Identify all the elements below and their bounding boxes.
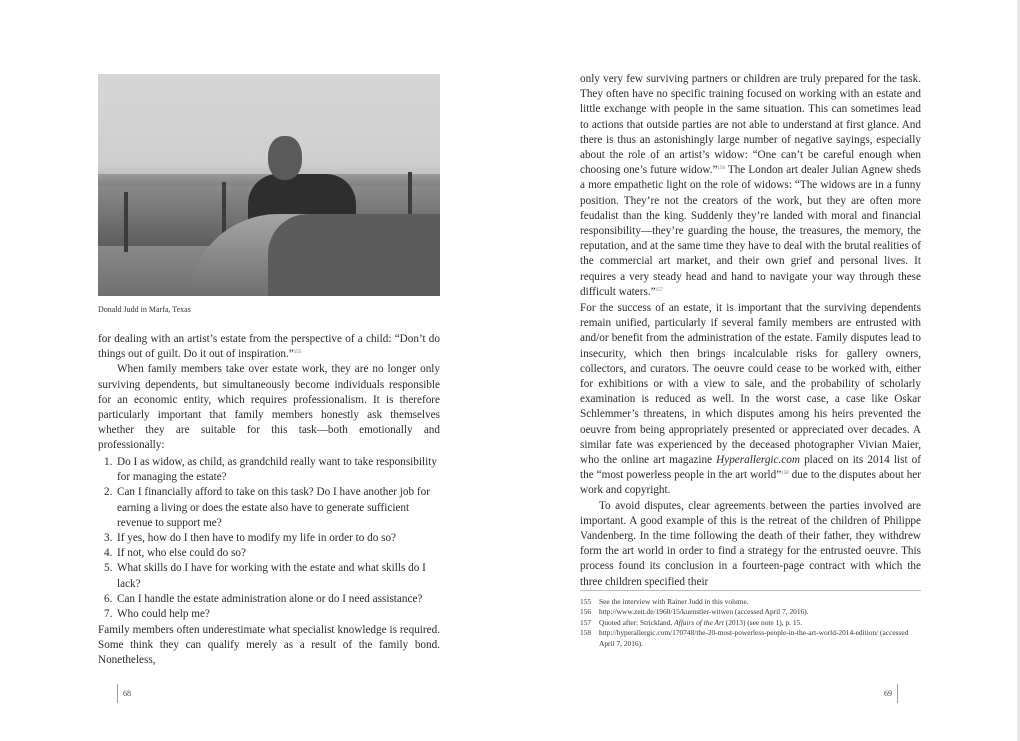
footnote xyxy=(580,607,921,617)
list-text: Can I handle the estate administration alone or do I need assistance? xyxy=(117,592,423,605)
footnote-ref[interactable]: 158 xyxy=(781,471,789,477)
photo-fence-post xyxy=(124,192,128,252)
paragraph-text: only very few surviving partners or children are truly prepared for the task. They often have no specific training focused on working with an estate and little exchange with people in the same situation. This can sometimes lead to actions that outside parties are not able to understand at first glance. And there is thus an astonishingly large number of negative sayings, especially about the role of an artist’s widow: “One can’t be careful enough when choosing one’s future widow.” xyxy=(580,73,921,177)
list-item xyxy=(98,531,440,546)
footnote-number: 158 xyxy=(580,628,592,638)
footnote-ref[interactable]: 155 xyxy=(293,350,302,356)
list-item xyxy=(98,607,440,622)
list-number: 5. xyxy=(104,562,113,575)
footnote-number: 157 xyxy=(580,617,592,627)
magazine-title: Hyperallergic.com xyxy=(716,454,800,467)
footnote-divider xyxy=(580,590,921,591)
body-paragraph xyxy=(98,332,440,362)
footnote-text: Quoted after: Strickland, xyxy=(599,617,675,627)
footnote xyxy=(580,597,921,607)
footnote xyxy=(580,628,921,649)
list-number: 1. xyxy=(104,456,113,468)
list-item xyxy=(98,561,440,591)
paragraph-text: for dealing with an artist’s estate from the perspective of a child: “Don’t do things out of guilt. Do it out of inspiration.” xyxy=(98,333,440,361)
list-number: 6. xyxy=(104,592,113,605)
list-text: Who could help me? xyxy=(117,608,210,621)
footnote-number: 155 xyxy=(580,597,592,606)
list-text: Can I financially afford to take on this task? Do I have another job for earning a living or does the estate also have to generate sufficient revenue to support me? xyxy=(117,486,430,529)
list-number: 2. xyxy=(104,486,113,499)
body-paragraph: When family members take over estate work, they are no longer only surviving dependents, but simultaneously become individuals responsible for an economic entity, which requires professionalism. It is therefore particularly important that family members honestly ask themselves whether they are suitable for this task—both emotionally and professionally: xyxy=(98,363,440,452)
list-text: What skills do I have for working with the estate and what skills do I lack? xyxy=(117,562,426,590)
left-paragraphs xyxy=(98,332,440,454)
list-item xyxy=(98,546,440,561)
photo-caption: Donald Judd in Marfa, Texas xyxy=(98,305,191,314)
paragraph-text: For the success of an estate, it is important that the surviving dependents remain unified, particularly if several family members are entrusted with and/or benefit from the administration of the estate. Family disputes lead to insecurity, which then brings incalculable risks for gallery owners, collectors, and curators. The oeuvre could cease to be worked with, either for exhibitions or with a view to sale, and the probability of scholarly examination is reduced as well. In the worst case, a case like Oskar Schlemmer’s threatens, in which disputes among his heirs prevented the oeuvre from being appropriately presented or appreciated over decades. A similar fate was experienced by the deceased photographer Vivian Maier, who the online art magazine xyxy=(580,302,921,467)
list-text: If yes, how do I then have to modify my life in order to do so? xyxy=(117,532,397,545)
left-closing-paragraph xyxy=(98,623,440,669)
footnote-text: See the interview with Rainer Judd in this volume. xyxy=(599,597,749,606)
footnote-link[interactable]: http://www.zeit.de/1960/15/kuenstler-witwen (accessed April 7, 2016). xyxy=(599,607,809,617)
photo-person-head xyxy=(268,136,302,180)
body-paragraph xyxy=(580,301,921,499)
list-number: 7. xyxy=(104,608,113,621)
list-text: Do I as widow, as child, as grandchild really want to take responsibility for managing the estate? xyxy=(117,456,437,484)
footnote xyxy=(580,618,921,628)
list-item xyxy=(98,592,440,607)
footnote-text: (2013) (see note 1), p. 15. xyxy=(723,617,803,627)
list-number: 3. xyxy=(104,532,113,545)
page-number-left: 68 xyxy=(117,684,131,703)
right-paragraph-1 xyxy=(580,72,921,300)
footnote-ref[interactable]: 156 xyxy=(717,166,725,172)
right-paragraph-2 xyxy=(580,301,921,590)
list-item xyxy=(98,455,440,485)
photo-donald-judd xyxy=(98,74,440,296)
body-paragraph: Family members often underestimate what specialist knowledge is required. Some think they can qualify merely as a result of the family bond. Nonetheless, xyxy=(98,624,440,667)
paragraph-text: The London art dealer Julian Agnew sheds a more empathetic light on the role of widows: “The widows are in a funny position. They’re not the creators of the work, but they are often more feudalist than the king. Suddenly they’re landed with moral and financial responsibility—they’re guarding the house, the treasures, the memory, the reputation, and at the same time they have to deal with the brutal realities of the commercial art market, and their own grief and personal lives. It requires a very steady head and hand to navigate your way through these difficult waters.” xyxy=(580,164,921,298)
questions-list xyxy=(98,455,440,622)
page-number-right: 69 xyxy=(884,684,898,703)
footnote-link[interactable]: http://hyperallergic.com/170748/the-20-most-powerless-people-in-the-art-world-2014-edition/ (accessed April 7, 2016). xyxy=(599,628,909,648)
footnote-ref[interactable]: 157 xyxy=(655,287,664,293)
body-paragraph: To avoid disputes, clear agreements between the parties involved are important. A good example of this is the retreat of the children of Philippe Vandenberg. In the time following the death of their father, they withdrew form the art world in order to find a strategy for the entrusted oeuvre. This process found its conclusion in a fourteen-page contract with which the three children specified their xyxy=(580,499,921,588)
footnote-number: 156 xyxy=(580,607,592,617)
photo-wall-face xyxy=(268,214,440,296)
book-title: Affairs of the Art xyxy=(674,617,724,627)
list-text: If not, who else could do so? xyxy=(117,547,246,560)
paragraph-text: placed on its 2014 list of the “most powerless people in the art world” xyxy=(580,454,922,482)
body-paragraph xyxy=(580,72,921,300)
footnotes xyxy=(580,597,921,649)
paragraph-text: due to the disputes about her work and copyright. xyxy=(580,469,921,497)
list-item xyxy=(98,485,440,531)
photo-fence-post xyxy=(408,172,412,218)
list-number: 4. xyxy=(104,547,113,560)
